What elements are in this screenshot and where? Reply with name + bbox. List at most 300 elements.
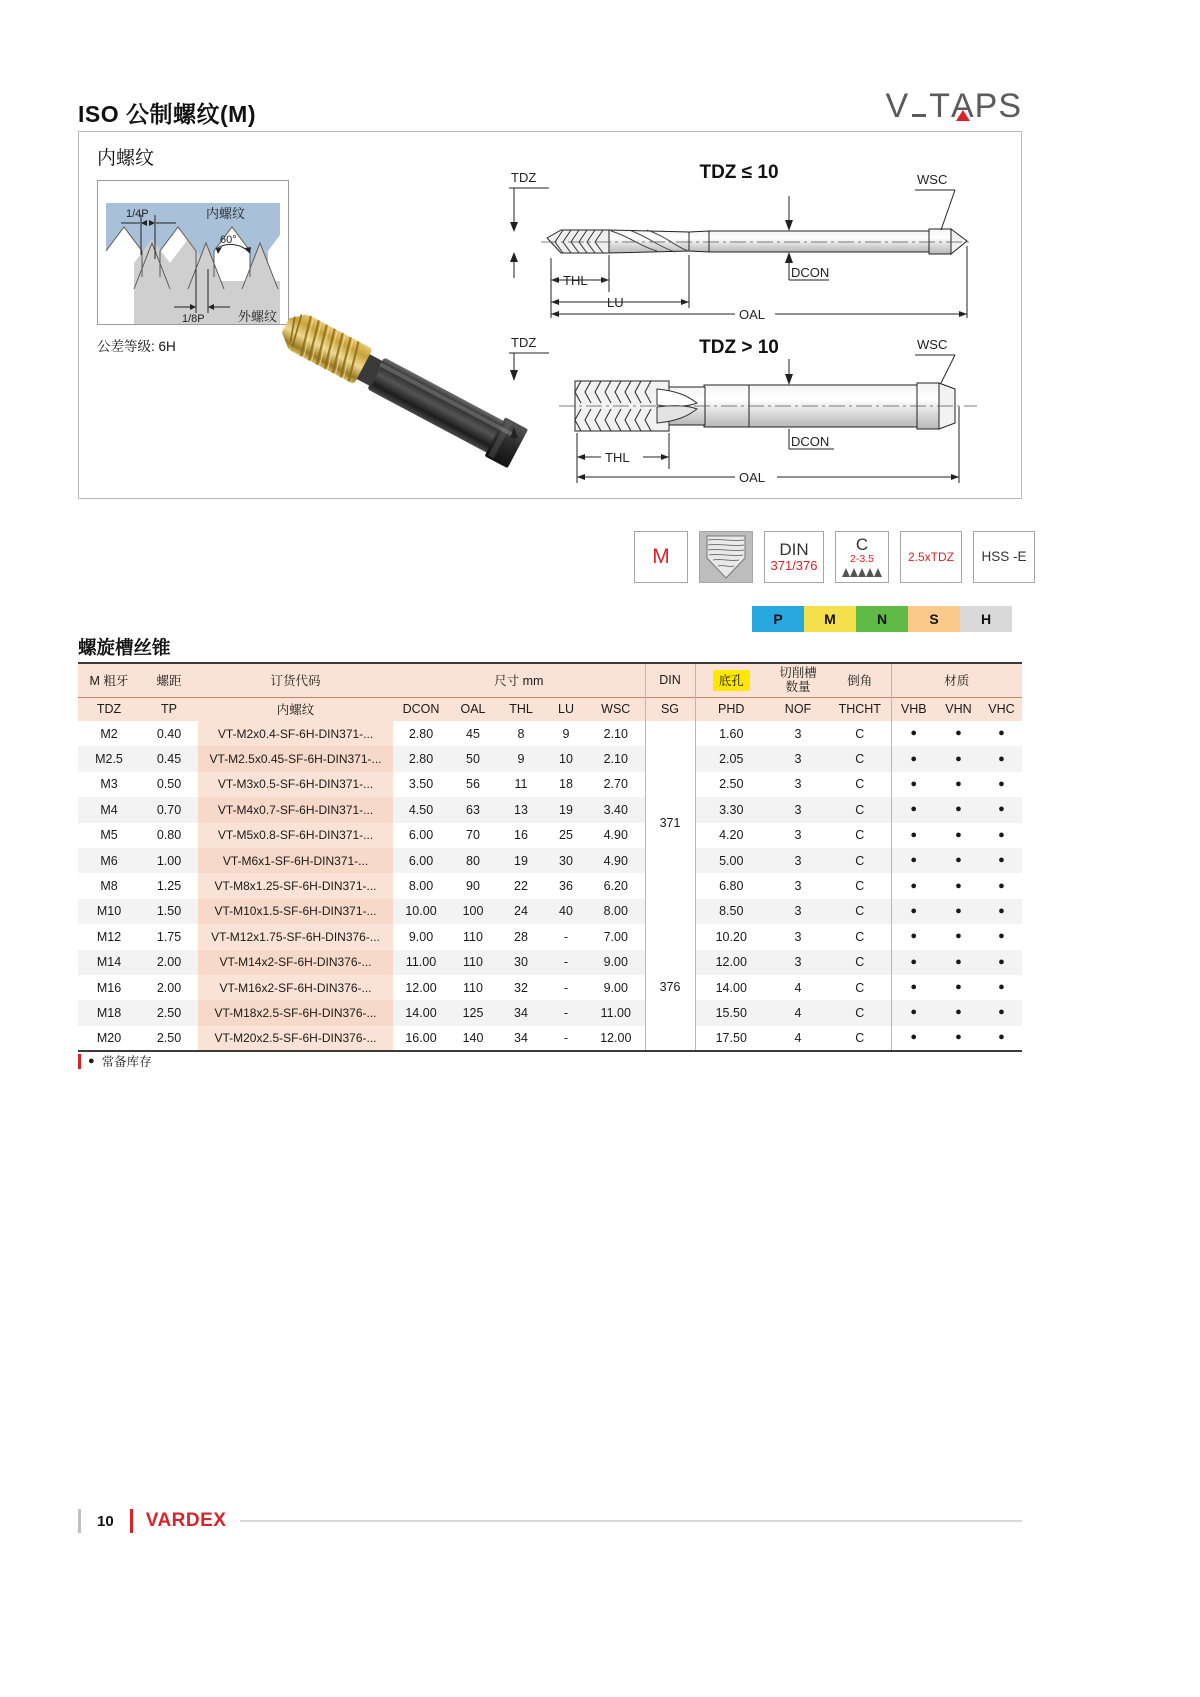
footnote-dot-icon: ● [88, 1055, 95, 1067]
cell-tp: 0.50 [156, 777, 182, 792]
cell-thl: 9 [517, 752, 525, 767]
page-header [78, 86, 1022, 126]
cell-order-code: VT-M4x0.7-SF-6H-DIN371-... [198, 797, 393, 822]
cell-lu: - [563, 1005, 569, 1020]
cell-order-code: VT-M6x1-SF-6H-DIN371-... [198, 848, 393, 873]
label-external-thread: 外螺纹 [238, 309, 278, 324]
v-taps-logo [885, 89, 1022, 126]
cell-vhn: ● [955, 777, 962, 790]
cell-tp: 2.00 [156, 980, 182, 995]
cell-tp: 2.50 [156, 1030, 182, 1045]
cell-tdz: M12 [96, 929, 122, 944]
cell-vhb: ● [891, 823, 936, 848]
cell-dcon: 10.00 [405, 904, 437, 919]
cell-oal: 140 [462, 1030, 484, 1045]
vardex-logo: VARDEX [145, 1510, 227, 1531]
cell-wsc: 8.00 [603, 904, 628, 919]
drawing-tdz-le-10-svg [489, 152, 1009, 322]
cell-nof: 3 [794, 726, 802, 741]
footer-grey-bar [78, 1509, 81, 1533]
table-row[interactable] [78, 873, 1022, 898]
cell-thcht: C [855, 904, 865, 919]
cell-vhn: ● [955, 879, 962, 892]
cell-wsc: 7.00 [603, 929, 628, 944]
cell-dcon: 3.50 [408, 777, 434, 792]
cell-vhb: ● [891, 797, 936, 822]
cell-wsc: 9.00 [603, 955, 628, 970]
cell-vhn: ● [955, 1031, 962, 1044]
cell-thl: 28 [514, 929, 528, 944]
cell-lu: 40 [559, 904, 573, 919]
badge-chamfer-range: 2-3.5 [850, 552, 874, 565]
cell-phd: 3.30 [719, 802, 744, 817]
cell-nof: 3 [794, 955, 802, 970]
cell-vhc: ● [998, 727, 1005, 740]
table-group-header-row [78, 663, 1022, 697]
th-wsc: WSC [587, 697, 645, 721]
th-tdz: TDZ [78, 697, 140, 721]
footer-red-bar [130, 1509, 133, 1533]
cell-wsc: 2.70 [603, 777, 628, 792]
cell-oal: 45 [466, 726, 480, 741]
material-group-p [752, 606, 804, 632]
cell-wsc: 12.00 [600, 1030, 632, 1045]
badge-din-value: 371/376 [770, 558, 818, 574]
section-title: 螺旋槽丝锥 [78, 637, 171, 658]
table-row[interactable] [78, 924, 1022, 949]
cell-thcht: C [855, 929, 865, 944]
cell-wsc: 4.90 [603, 853, 628, 868]
cell-lu: - [563, 980, 569, 995]
cell-dcon: 12.00 [405, 980, 437, 995]
cell-thcht: C [855, 726, 865, 741]
th-dcon: DCON [393, 697, 449, 721]
cell-vhn: ● [955, 752, 962, 765]
table-row[interactable] [78, 950, 1022, 975]
cell-vhn: ● [955, 854, 962, 867]
logo-letter-t: T [929, 87, 951, 125]
th-group-material: 材质 [891, 663, 1022, 697]
cell-lu: 36 [559, 879, 573, 894]
cell-vhc: ● [998, 828, 1005, 841]
cell-tp: 0.40 [156, 726, 182, 741]
cell-oal: 110 [463, 980, 483, 995]
cell-tp: 0.45 [156, 752, 182, 767]
label-internal-thread: 内螺纹 [206, 206, 246, 221]
th-flute-count-line2: 数量 [785, 680, 811, 695]
cell-lu: 30 [559, 853, 573, 868]
badge-material-hss-e [973, 531, 1035, 583]
red-triangle-icon [956, 110, 970, 121]
stock-footnote [78, 1052, 152, 1070]
cell-vhn: ● [955, 828, 962, 841]
cell-vhb: ● [891, 1026, 936, 1051]
th-group-pilot-hole [695, 663, 767, 697]
material-group-p-label: P [773, 611, 783, 627]
cell-wsc: 2.10 [603, 752, 628, 767]
badge-thread-depth-label: 2.5xTDZ [907, 549, 954, 564]
cell-vhc: ● [998, 803, 1005, 816]
cell-oal: 80 [466, 853, 480, 868]
cell-order-code: VT-M18x2.5-SF-6H-DIN376-... [198, 1000, 393, 1025]
cell-thl: 32 [514, 980, 528, 995]
cell-vhb: ● [891, 1000, 936, 1025]
cell-vhc: ● [998, 1006, 1005, 1019]
thread-profile-figure [97, 180, 289, 325]
cell-vhc: ● [998, 879, 1005, 892]
material-group-n-label: N [876, 611, 888, 627]
cell-nof: 3 [794, 752, 802, 767]
cell-vhn: ● [955, 727, 962, 740]
footnote-text: 常备库存 [101, 1055, 152, 1069]
cell-tdz: M14 [96, 955, 122, 970]
cell-vhb: ● [891, 924, 936, 949]
cell-phd: 2.05 [719, 752, 744, 767]
badge-thread-standard [634, 531, 688, 583]
cell-thcht: C [855, 980, 865, 995]
cell-order-code: VT-M3x0.5-SF-6H-DIN371-... [198, 772, 393, 797]
cell-nof: 3 [794, 828, 802, 843]
footnote-red-bar [78, 1054, 81, 1069]
table-row[interactable] [78, 746, 1022, 771]
cell-wsc: 11.00 [600, 1005, 631, 1020]
cell-thl: 24 [514, 904, 528, 919]
cell-thl: 13 [514, 802, 528, 817]
drawing1-label-oal: OAL [739, 307, 766, 322]
th-group-chamfer: 倒角 [829, 663, 891, 697]
th-thl: THL [497, 697, 545, 721]
drawing-tdz-le-10 [489, 152, 1009, 322]
internal-thread-icon [699, 532, 753, 582]
cell-order-code: VT-M20x2.5-SF-6H-DIN376-... [198, 1026, 393, 1051]
cell-lu: 10 [559, 752, 573, 767]
cell-nof: 3 [794, 777, 802, 792]
th-group-flute-count [767, 663, 829, 697]
cell-vhc: ● [998, 904, 1005, 917]
table-row[interactable] [78, 899, 1022, 924]
cell-vhb: ● [891, 899, 936, 924]
drawing2-label-thl: THL [605, 450, 630, 465]
cell-thl: 22 [514, 879, 528, 894]
cell-thl: 34 [514, 1005, 528, 1020]
material-group-h-label: H [980, 611, 992, 627]
cell-dcon: 6.00 [408, 853, 434, 868]
cell-tp: 0.80 [156, 828, 182, 843]
table-row[interactable] [78, 1000, 1022, 1025]
label-eighth-p: 1/8P [182, 313, 205, 324]
cell-vhc: ● [998, 930, 1005, 943]
cell-dcon: 6.00 [408, 828, 434, 843]
cell-wsc: 6.20 [603, 879, 628, 894]
tolerance-grade-label: 公差等级: 6H [97, 339, 176, 354]
cell-tp: 2.00 [156, 955, 182, 970]
drawing2-label-tdz: TDZ [511, 335, 537, 350]
material-group-s [908, 606, 960, 632]
feature-badges [634, 531, 1035, 583]
drawing2-label-wsc: WSC [917, 337, 948, 352]
cell-order-code: VT-M14x2-SF-6H-DIN376-... [198, 950, 393, 975]
cell-order-code: VT-M10x1.5-SF-6H-DIN371-... [198, 899, 393, 924]
drawing1-title: TDZ ≤ 10 [699, 162, 779, 183]
drawing1-label-tdz: TDZ [511, 170, 537, 185]
cell-sg: 376 [645, 924, 695, 1051]
th-oal: OAL [449, 697, 497, 721]
cell-lu: - [563, 955, 569, 970]
cell-order-code: VT-M2x0.4-SF-6H-DIN371-... [198, 721, 393, 746]
logo-dash [912, 114, 926, 117]
badge-chamfer-form [835, 531, 889, 583]
th-nof: NOF [767, 697, 829, 721]
th-group-din: DIN [645, 663, 695, 697]
cell-phd: 8.50 [719, 904, 744, 919]
cell-sg: 371 [645, 721, 695, 924]
cell-oal: 90 [466, 879, 480, 894]
cell-tp: 1.50 [156, 904, 182, 919]
cell-thl: 16 [514, 828, 528, 843]
badge-thread-depth [900, 531, 962, 583]
cell-lu: - [563, 1030, 569, 1045]
cell-thcht: C [855, 828, 865, 843]
cell-nof: 3 [794, 853, 802, 868]
cell-tdz: M2.5 [95, 752, 123, 767]
panel-title: 内螺纹 [97, 148, 155, 169]
table-row[interactable] [78, 1026, 1022, 1051]
cell-oal: 100 [462, 904, 484, 919]
cell-phd: 15.50 [715, 1005, 747, 1020]
cell-vhb: ● [891, 746, 936, 771]
th-thcht: THCHT [829, 697, 891, 721]
material-group-h [960, 606, 1012, 632]
cell-vhb: ● [891, 721, 936, 746]
th-vhc: VHC [981, 697, 1022, 721]
th-lu: LU [545, 697, 587, 721]
material-group-strip [752, 606, 1012, 632]
badge-thread-profile-icon [699, 531, 753, 583]
table-sub-header-row [78, 697, 1022, 721]
cell-dcon: 2.80 [408, 726, 434, 741]
cell-oal: 63 [466, 802, 480, 817]
cell-tdz: M8 [100, 879, 118, 894]
cell-lu: 19 [559, 802, 573, 817]
cell-vhn: ● [955, 904, 962, 917]
table-row[interactable] [78, 772, 1022, 797]
table-row[interactable] [78, 975, 1022, 1000]
cell-tdz: M4 [100, 802, 118, 817]
cell-tdz: M10 [96, 904, 122, 919]
cell-oal: 125 [462, 1005, 484, 1020]
cell-nof: 4 [794, 1005, 802, 1020]
th-internal-thread: 内螺纹 [198, 697, 393, 721]
cell-oal: 110 [463, 929, 483, 944]
cell-tp: 0.70 [156, 802, 182, 817]
cell-wsc: 4.90 [603, 828, 628, 843]
th-vhb: VHB [891, 697, 936, 721]
drawing-tdz-gt-10-svg [489, 317, 1009, 487]
th-group-order-code: 订货代码 [198, 663, 393, 697]
cell-wsc: 9.00 [603, 980, 628, 995]
cell-tp: 1.25 [156, 879, 182, 894]
cell-tdz: M5 [100, 828, 118, 843]
cell-order-code: VT-M5x0.8-SF-6H-DIN371-... [198, 823, 393, 848]
material-group-s-label: S [929, 611, 939, 627]
table-row[interactable] [78, 797, 1022, 822]
cell-vhb: ● [891, 950, 936, 975]
cell-lu: 18 [559, 777, 573, 792]
cell-vhb: ● [891, 873, 936, 898]
cell-vhb: ● [891, 848, 936, 873]
th-group-tdz: M 粗牙 [78, 663, 140, 697]
cell-oal: 110 [463, 955, 483, 970]
cell-phd: 6.80 [719, 879, 744, 894]
drawing1-label-wsc: WSC [917, 172, 948, 187]
cell-dcon: 11.00 [405, 955, 437, 970]
cell-vhn: ● [955, 930, 962, 943]
table-row[interactable] [78, 848, 1022, 873]
badge-din-label: DIN [779, 540, 809, 560]
label-angle: 60° [220, 234, 237, 246]
cell-lu: 25 [559, 828, 573, 843]
cell-oal: 56 [466, 777, 480, 792]
material-group-n [856, 606, 908, 632]
cell-thl: 30 [514, 955, 528, 970]
badge-din-standard [764, 531, 824, 583]
cell-oal: 50 [466, 752, 480, 767]
cell-phd: 5.00 [719, 853, 744, 868]
page-number: 10 [97, 1512, 114, 1530]
cell-vhc: ● [998, 777, 1005, 790]
cell-phd: 1.60 [719, 726, 744, 741]
th-phd: PHD [695, 697, 767, 721]
cell-thl: 34 [514, 1030, 528, 1045]
page-footer [78, 1506, 1022, 1536]
cell-phd: 12.00 [715, 955, 747, 970]
cell-nof: 4 [794, 1030, 802, 1045]
thread-profile-svg [98, 181, 288, 324]
cell-tdz: M20 [96, 1030, 122, 1045]
cell-tp: 1.75 [156, 929, 182, 944]
cell-nof: 3 [794, 879, 802, 894]
cell-tdz: M3 [100, 777, 118, 792]
cell-nof: 3 [794, 929, 802, 944]
cell-order-code: VT-M12x1.75-SF-6H-DIN376-... [198, 924, 393, 949]
drawing1-label-thl: THL [563, 273, 588, 288]
drawing2-label-dcon: DCON [791, 434, 830, 449]
cell-thcht: C [855, 1030, 865, 1045]
cell-vhc: ● [998, 854, 1005, 867]
cell-dcon: 16.00 [405, 1030, 437, 1045]
cell-oal: 70 [466, 828, 480, 843]
cell-thcht: C [855, 879, 865, 894]
th-vhn: VHN [936, 697, 981, 721]
cell-vhc: ● [998, 955, 1005, 968]
cell-phd: 2.50 [719, 777, 744, 792]
logo-letter-v: V [885, 87, 910, 125]
spec-table-body [78, 721, 1022, 1051]
cell-order-code: VT-M16x2-SF-6H-DIN376-... [198, 975, 393, 1000]
chamfer-teeth-icon [842, 565, 882, 578]
cell-nof: 3 [794, 904, 802, 919]
logo-letter-a-wrap [951, 89, 975, 123]
cell-tp: 1.00 [156, 853, 182, 868]
logo-letters-ps: PS [974, 87, 1022, 125]
cell-dcon: 4.50 [408, 802, 434, 817]
cell-vhn: ● [955, 955, 962, 968]
th-tp: TP [140, 697, 198, 721]
spec-table [78, 662, 1022, 1052]
cell-tdz: M18 [96, 1005, 122, 1020]
cell-vhn: ● [955, 981, 962, 994]
cell-thcht: C [855, 1005, 865, 1020]
illustration-panel [78, 131, 1022, 499]
cell-dcon: 9.00 [408, 929, 434, 944]
drawing-tdz-gt-10 [489, 317, 1009, 487]
drawing1-label-lu: LU [607, 295, 624, 310]
cell-phd: 17.50 [715, 1030, 747, 1045]
cell-nof: 4 [794, 980, 802, 995]
cell-vhb: ● [891, 772, 936, 797]
cell-tdz: M6 [100, 853, 118, 868]
badge-chamfer-letter: C [855, 535, 869, 555]
cell-dcon: 2.80 [408, 752, 434, 767]
table-row[interactable] [78, 721, 1022, 746]
th-flute-count-line1: 切削槽 [779, 666, 817, 681]
th-group-dimensions: 尺寸 mm [393, 663, 645, 697]
cell-vhn: ● [955, 1006, 962, 1019]
footer-rule [240, 1520, 1022, 1522]
cell-phd: 4.20 [719, 828, 744, 843]
cell-dcon: 8.00 [408, 879, 434, 894]
cell-tdz: M2 [100, 726, 118, 741]
cell-tdz: M16 [96, 980, 122, 995]
logo-letter-a: A [950, 87, 975, 125]
cell-lu: 9 [562, 726, 570, 741]
cell-vhc: ● [998, 752, 1005, 765]
cell-phd: 14.00 [715, 980, 747, 995]
cell-thcht: C [855, 802, 865, 817]
cell-thl: 19 [514, 853, 528, 868]
spec-table-wrapper [78, 662, 1022, 1052]
material-group-m [804, 606, 856, 632]
table-row[interactable] [78, 823, 1022, 848]
drawing2-label-oal: OAL [739, 470, 766, 485]
material-group-m-label: M [824, 611, 836, 627]
page-title: ISO 公制螺纹(M) [78, 101, 256, 127]
cell-thcht: C [855, 777, 865, 792]
th-pilot-hole-highlight: 底孔 [713, 670, 750, 691]
badge-material-label: HSS -E [981, 548, 1027, 564]
drawing1-label-dcon: DCON [791, 265, 830, 280]
cell-dcon: 14.00 [405, 1005, 437, 1020]
badge-thread-standard-label: M [652, 544, 670, 568]
cell-order-code: VT-M8x1.25-SF-6H-DIN371-... [198, 873, 393, 898]
th-sg: SG [645, 697, 695, 721]
cell-wsc: 2.10 [603, 726, 628, 741]
cell-vhc: ● [998, 1031, 1005, 1044]
th-group-pitch: 螺距 [140, 663, 198, 697]
cell-wsc: 3.40 [603, 802, 628, 817]
cell-tp: 2.50 [156, 1005, 182, 1020]
cell-lu: - [563, 929, 569, 944]
cell-thcht: C [855, 955, 865, 970]
cell-vhn: ● [955, 803, 962, 816]
cell-thcht: C [855, 853, 865, 868]
cell-vhc: ● [998, 981, 1005, 994]
cell-thcht: C [855, 752, 865, 767]
drawing2-title: TDZ > 10 [699, 337, 779, 358]
cell-thl: 11 [514, 777, 528, 792]
cell-order-code: VT-M2.5x0.45-SF-6H-DIN371-... [198, 746, 393, 771]
cell-nof: 3 [794, 802, 802, 817]
